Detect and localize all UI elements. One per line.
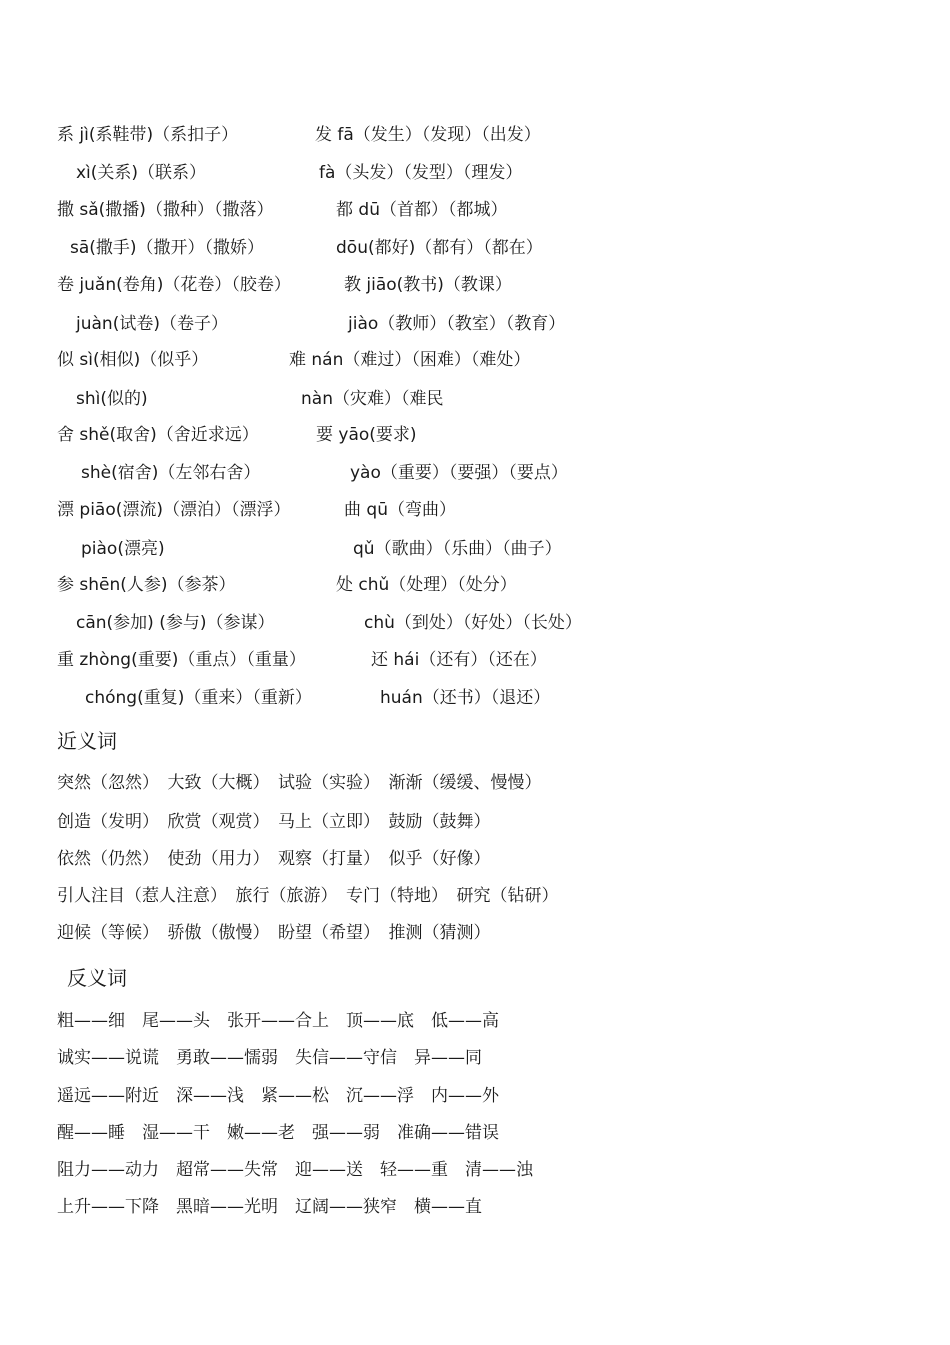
synonym-row-4: 引人注目（惹人注意） 旅行（旅游） 专门（特地） 研究（钻研） (57, 886, 559, 906)
polyphone-left-15: 重 zhòng(重要)（重点）（重量） (57, 650, 306, 670)
synonyms-heading: 近义词 (57, 729, 117, 753)
polyphone-left-6: juàn(试卷)（卷子） (76, 314, 228, 334)
polyphone-right-13: 处 chǔ（处理）（处分） (336, 575, 517, 595)
synonym-row-5: 迎候（等候） 骄傲（傲慢） 盼望（希望） 推测（猜测） (57, 923, 491, 943)
antonym-row-5: 阻力——动力 超常——失常 迎——送 轻——重 清——浊 (57, 1160, 533, 1180)
polyphone-right-7: 难 nán（难过）（困难）（难处） (289, 350, 531, 370)
polyphone-left-2: xì(关系)（联系） (76, 163, 207, 183)
polyphone-left-5: 卷 juǎn(卷角)（花卷）（胶卷） (57, 275, 291, 295)
polyphone-right-1: 发 fā（发生）（发现）（出发） (315, 125, 541, 145)
polyphone-right-14: chù（到处）（好处）（长处） (364, 613, 582, 633)
polyphone-left-13: 参 shēn(人参)（参茶） (57, 575, 236, 595)
polyphone-left-10: shè(宿舍)（左邻右舍） (81, 463, 261, 483)
polyphone-left-14: cān(参加) (参与)（参谋） (76, 613, 275, 633)
antonym-row-2: 诚实——说谎 勇敢——懦弱 失信——守信 异——同 (57, 1048, 482, 1068)
antonym-row-6: 上升——下降 黑暗——光明 辽阔——狭窄 横——直 (57, 1197, 482, 1217)
antonym-row-4: 醒——睡 湿——干 嫩——老 强——弱 准确——错误 (57, 1123, 499, 1143)
polyphone-left-7: 似 sì(相似)（似乎） (57, 350, 209, 370)
polyphone-left-16: chóng(重复)（重来）（重新） (85, 688, 312, 708)
antonyms-heading: 反义词 (67, 966, 127, 990)
polyphone-left-11: 漂 piāo(漂流)（漂泊）（漂浮） (57, 500, 291, 520)
polyphone-left-1: 系 jì(系鞋带)（系扣子） (57, 125, 239, 145)
polyphone-right-6: jiào（教师）（教室）（教育） (348, 314, 566, 334)
polyphone-left-4: sā(撒手)（撒开）（撒娇） (70, 238, 265, 258)
synonym-row-3: 依然（仍然） 使劲（用力） 观察（打量） 似乎（好像） (57, 849, 491, 869)
polyphone-left-9: 舍 shě(取舍)（舍近求远） (57, 425, 259, 445)
polyphone-right-2: fà（头发）（发型）（理发） (319, 163, 523, 183)
polyphone-right-8: nàn（灾难）（难民 (301, 389, 444, 409)
antonym-row-3: 遥远——附近 深——浅 紧——松 沉——浮 内——外 (57, 1086, 499, 1106)
polyphone-right-15: 还 hái（还有）（还在） (371, 650, 547, 670)
synonym-row-2: 创造（发明） 欣赏（观赏） 马上（立即） 鼓励（鼓舞） (57, 812, 491, 832)
polyphone-right-4: dōu(都好)（都有）（都在） (336, 238, 543, 258)
polyphone-left-8: shì(似的) (76, 389, 148, 409)
polyphone-right-3: 都 dū（首都）（都城） (336, 200, 508, 220)
polyphone-right-12: qǔ（歌曲）（乐曲）（曲子） (353, 539, 562, 559)
polyphone-right-11: 曲 qū（弯曲） (344, 500, 456, 520)
polyphone-right-10: yào（重要）（要强）（要点） (350, 463, 568, 483)
polyphone-right-9: 要 yāo(要求) (316, 425, 417, 445)
synonym-row-1: 突然（忽然） 大致（大概） 试验（实验） 渐渐（缓缓、慢慢） (57, 773, 542, 793)
polyphone-right-5: 教 jiāo(教书)（教课） (344, 275, 512, 295)
antonym-row-1: 粗——细 尾——头 张开——合上 顶——底 低——高 (57, 1011, 499, 1031)
polyphone-left-3: 撒 sǎ(撒播)（撒种）（撒落） (57, 200, 274, 220)
polyphone-left-12: piào(漂亮) (81, 539, 165, 559)
polyphone-right-16: huán（还书）（退还） (380, 688, 551, 708)
